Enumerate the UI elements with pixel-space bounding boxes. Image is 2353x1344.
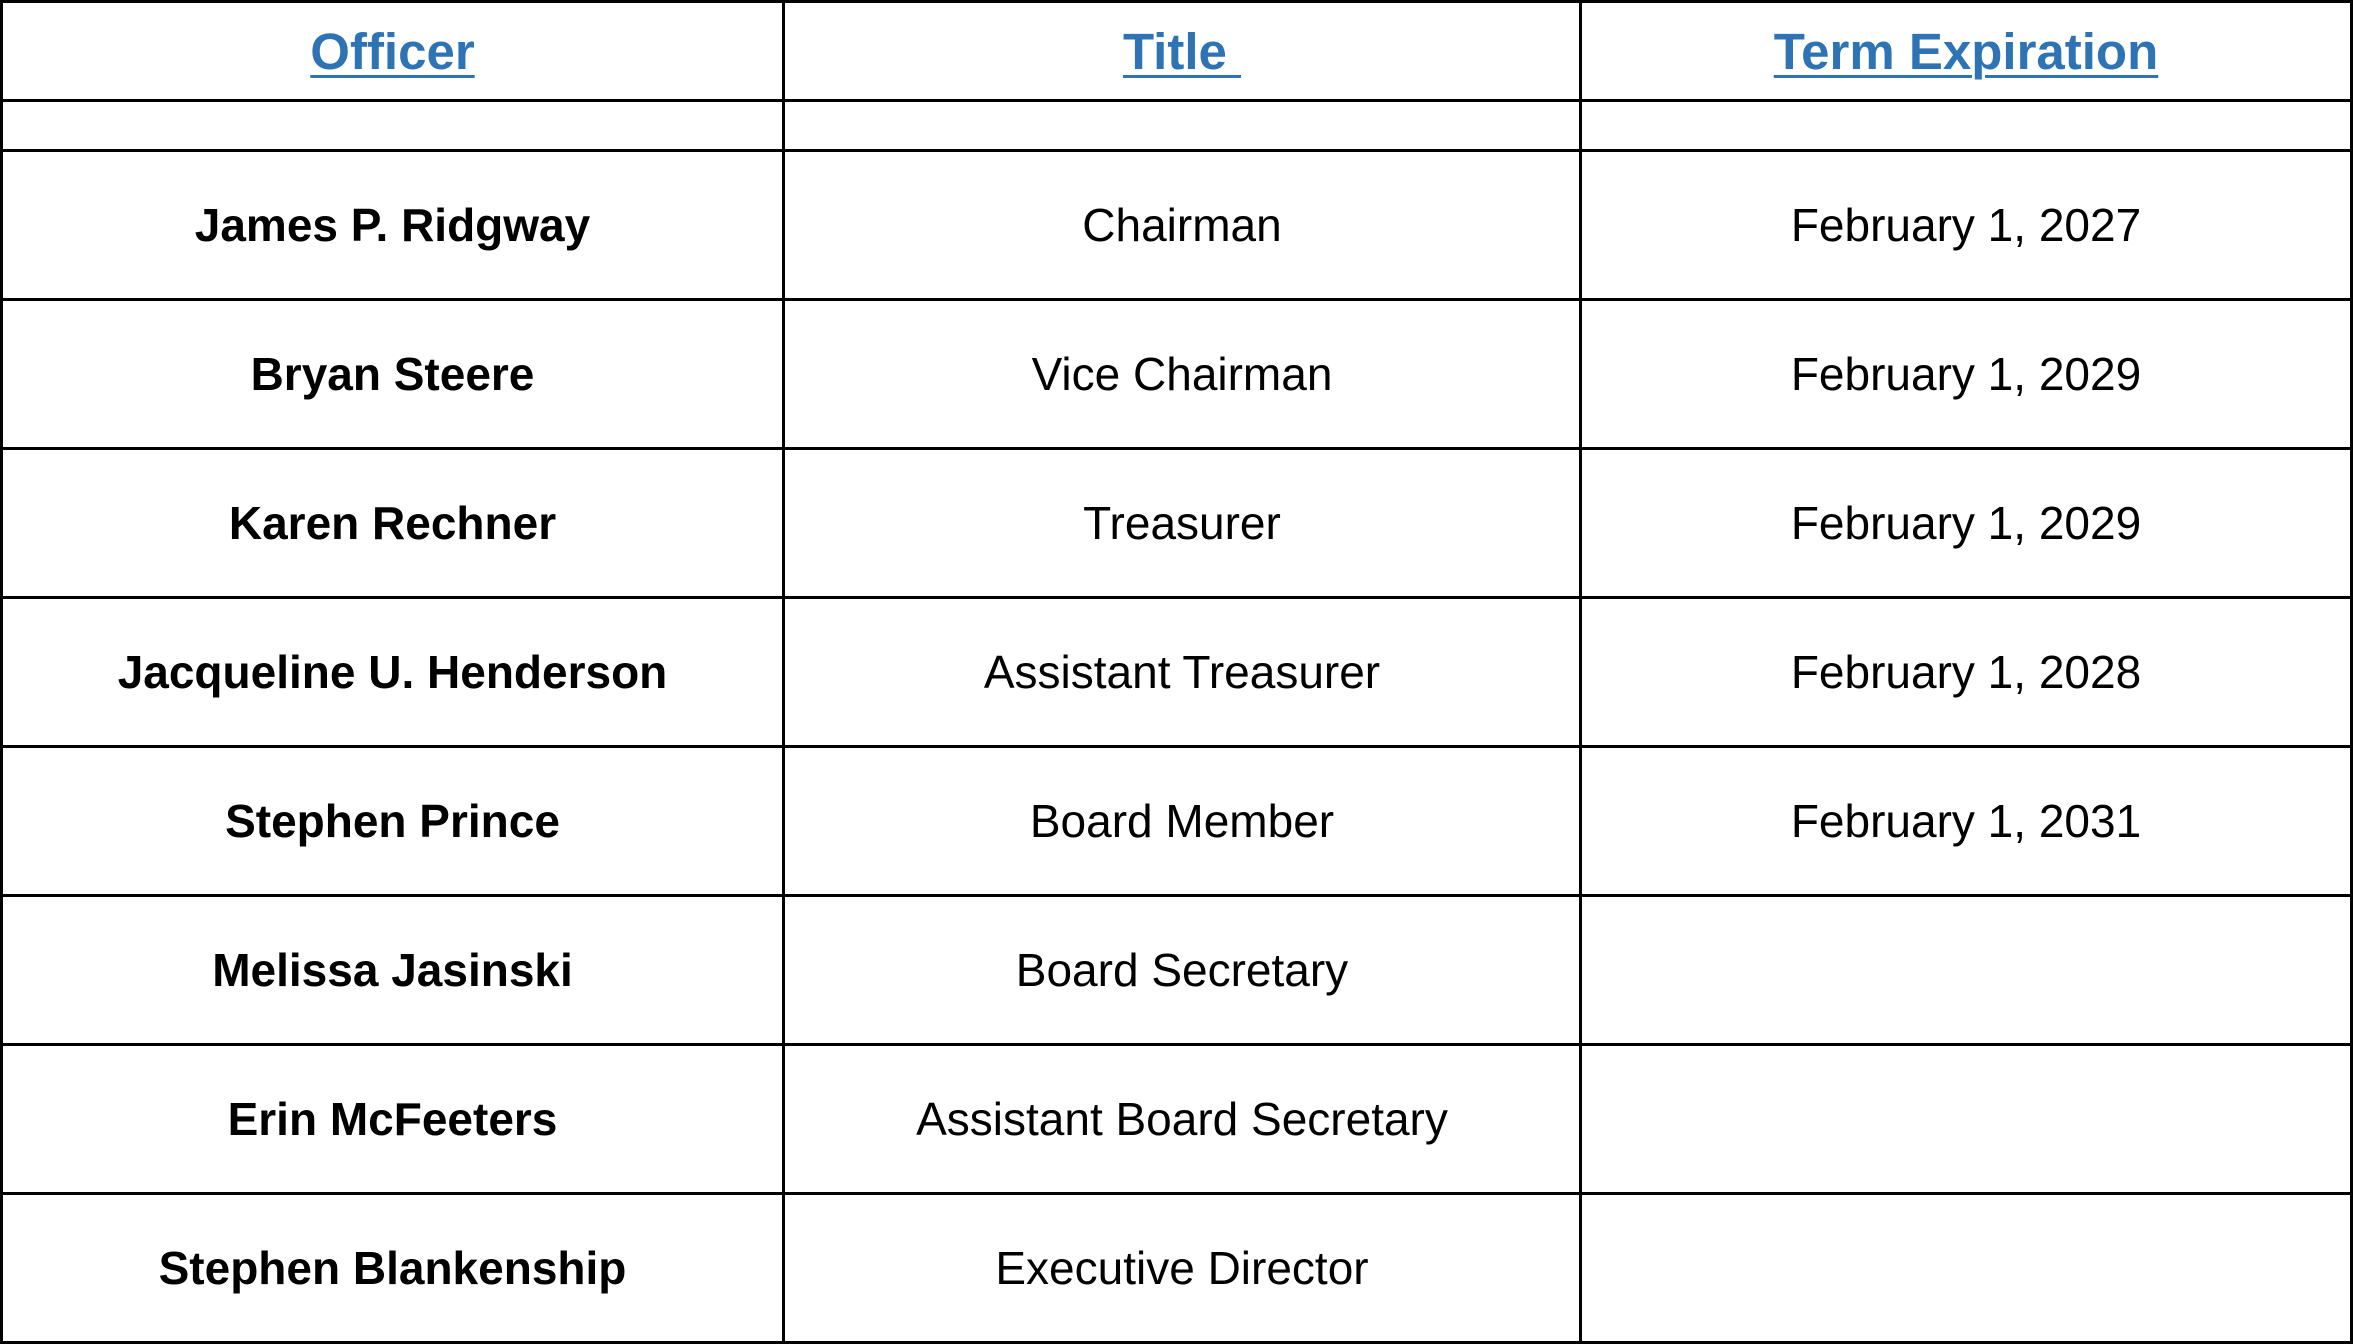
spacer-cell [784,101,1581,151]
table-row [2,896,2352,1045]
officer-name: James P. Ridgway [2,151,784,300]
header-officer: Officer [2,2,784,101]
table-row [2,598,2352,747]
officer-title: Board Member [784,747,1581,896]
table-row [2,151,2352,300]
officer-name: Karen Rechner [2,449,784,598]
header-term-expiration: Term Expiration [1581,2,2352,101]
term-expiration [1581,1194,2352,1343]
table-row [2,449,2352,598]
term-expiration: February 1, 2031 [1581,747,2352,896]
officer-title: Chairman [784,151,1581,300]
officer-title: Executive Director [784,1194,1581,1343]
table-row [2,300,2352,449]
spacer-cell [2,101,784,151]
officer-title: Assistant Treasurer [784,598,1581,747]
officer-name: Stephen Prince [2,747,784,896]
term-expiration [1581,1045,2352,1194]
officer-name: Erin McFeeters [2,1045,784,1194]
table-row [2,747,2352,896]
term-expiration: February 1, 2029 [1581,300,2352,449]
officer-title: Vice Chairman [784,300,1581,449]
term-expiration [1581,896,2352,1045]
spacer-cell [1581,101,2352,151]
officer-title: Treasurer [784,449,1581,598]
term-expiration: February 1, 2028 [1581,598,2352,747]
table-row [2,1045,2352,1194]
officer-title: Assistant Board Secretary [784,1045,1581,1194]
term-expiration: February 1, 2029 [1581,449,2352,598]
officer-title: Board Secretary [784,896,1581,1045]
term-expiration: February 1, 2027 [1581,151,2352,300]
table-row [2,1194,2352,1343]
header-title: Title [784,2,1581,101]
officer-name: Bryan Steere [2,300,784,449]
spacer-row [2,101,2352,151]
officer-name: Melissa Jasinski [2,896,784,1045]
table-header-row [2,2,2352,101]
officer-name: Stephen Blankenship [2,1194,784,1343]
officer-name: Jacqueline U. Henderson [2,598,784,747]
